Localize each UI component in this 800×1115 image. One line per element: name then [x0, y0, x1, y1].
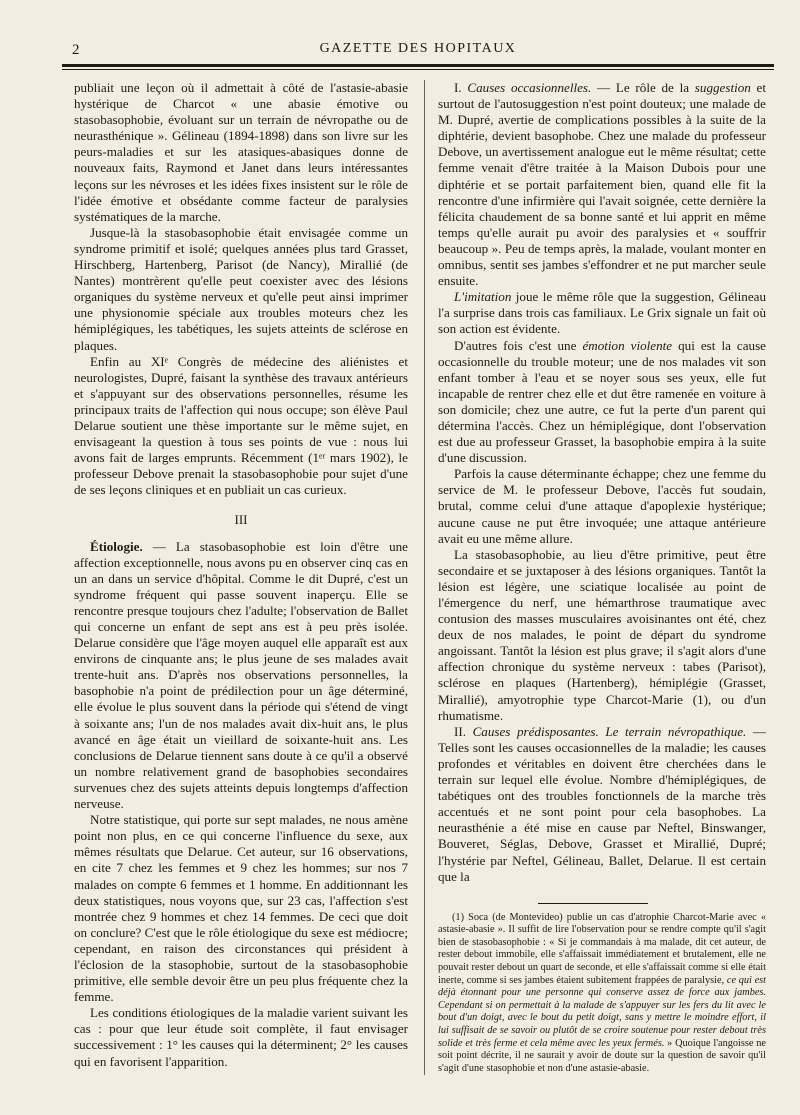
left-column [74, 80, 408, 1070]
paragraph [438, 289, 766, 337]
paragraph-etiologie [74, 539, 408, 813]
subheading: Causes occasionnelles. [467, 80, 592, 95]
paragraph: Notre statistique, qui porte sur sept malades, ne nous amène point non plus, en ce qui concerne l'influence du sexe, aux mêmes résultats que Delarue. Cet auteur, sur 16 observations, en cite 7 chez les femmes et 9 chez les hommes; sur nos 7 malades on compte 6 femmes et 1 homme. En additionnant les deux statistiques, nous voyons que, sur 23 cas, l'affection s'est montrée chez 9 hommes et chez 14 femmes. De ceci que doit on conclure? C'est que le rôle étiologique du sexe est médiocre; cependant, en raison des circonstances qui président à l'éclosion de la stasophobie, surtout de la stasobasophobie primitive, elle semble devoir être un peu plus fréquente chez la femme. [74, 812, 408, 1005]
paragraph: La stasobasophobie, au lieu d'être primitive, peut être secondaire et se juxtaposer à des lésions organiques. Tantôt la lésion est légère, une sciatique localisée au point de l'émergence du nerf, une hémarthrose traumatique avec contusion des masses musculaires avoisinantes ont été, chez deux de nos malades, le point de départ du syndrome angoissant. Tantôt la lésion est plus grave; il s'agit alors d'une affection chronique du système nerveux : tabes (Parisot), sclérose en plaques (Hartenberg), hémiplégie (Grasset, Mirallié), amyotrophie type Charcot-Marie (1), ou d'un rhumatisme. [438, 546, 766, 723]
emphasis: émotion violente [582, 337, 673, 353]
footnote [438, 912, 766, 1076]
journal-title: GAZETTE DES HOPITAUX [319, 41, 517, 56]
footnote-text: (1) Soca (de Montevideo) publie un cas d'atrophie Charcot-Marie avec « astasie-abasie ». Il suffit de lire l'observation pour se rendre compte qu'il s'agit bien de stasobasophobie : « Si je commandais à ma malade, dit cet auteur, de rester debout immobile, elle s'affaissait immédiatement et brutalement, elle ne pouvait rester debout un quart de seconde, et elle s'affaissait comme si elle était inerte, comme si ses jambes étaient subitement frappées de paralysie, [438, 911, 766, 986]
section-heading: Étiologie. [90, 538, 143, 554]
paragraph: Enfin au XIᵉ Congrès de médecine des aliénistes et neurologistes, Dupré, faisant la synthèse des travaux antérieurs et s'appuyant sur des observations personnelles, résume les principaux traits de l'affection qui nous occupe; son élève Paul Delarue soutient une thèse importante sur le même sujet, en envisageant la question à tous ses points de vue : nous lui avons fait de larges emprunts. Récemment (1ᵉʳ mars 1902), le professeur Debove prenait la stasobasophobie pour sujet d'une de ses leçons cliniques et en publiait un cas curieux. [74, 353, 408, 498]
right-column [438, 80, 766, 1075]
emphasis: L'imitation [454, 289, 512, 305]
text: — Telles sont les causes occasionnelles de la maladie; les causes profondes et véritables en doivent être cherchées dans le terrain sur lequel elle évolue. Nombre d'hémiplégiques, de tabétiques ont des troubles fonctionnels de la marche très accentués et ne sont point pour cela basophobes. La neurasthénie a été mise en cause par Neftel, Binswanger, Bouveret, Séglas, Debove, Grasset et Mirallié, Dupré; l'hystérie par Neftel, Gélineau, Ballet, Delarue. Il est certain que la [438, 723, 766, 884]
paragraph-text: — La stasobasophobie est loin d'être une affection exceptionnelle, nous avons pu en observer cinq cas en un an dans un service d'hôpital. Comme le dit Dupré, c'est un syndrome fréquent qui passe souvent inaperçu. Elle se rencontre presque toujours chez l'adulte; l'observation de Ballet qui concerne un enfant de sept ans est à peu près isolée. Delarue considère que l'âge moyen auquel elle apparaît est aux environs de cinquante ans; le plus jeune de ses malades avait trente-huit ans. D'après nos observations personnelles, la basophobie n'a point de prédilection pour un âge déterminé, elle évolue le plus souvent dans la période qui s'étend de vingt à soixante ans; l'un de nos malades avait dix-huit ans, le plus avancé en âge était un vieillard de soixante-huit ans. Les conclusions de Delarue tiennent sans doute à ce qu'il a observé un nombre relativement grand de basophobies secondaires survenues chez des sujets atteints depuis longtemps d'affection nerveuse. [74, 538, 408, 812]
item-label: II. [454, 723, 473, 739]
page-number: 2 [72, 42, 80, 58]
text: et surtout de l'autosuggestion n'est point douteux; une malade de M. Dupré, avertie de complications possibles à la suite de la diphtérie, devient basophobe. Chez une malade du professeur Debove, un avertissement analogue eut le même résultat; cette femme venait d'être traitée à la Maison Dubois pour une diphtérie et se portait parfaitement bien, quand elle fit la rencontre d'une infirmière qui l'avait soignée, cette dernière la félicita chaudement de sa bonne santé et lui apprit en même temps qu'elle aurait pu avoir des paralysies et « souffrir beaucoup ». Peu de temps après, la malade, voulant monter en omnibus, sentit ses jambes s'effondrer et ne put marcher seule ensuite. [438, 80, 766, 289]
footnote-quote: ce qui est déjà étonnant pour une personne qui conserve assez de force aux jambes. Cependant si on permettait à la malade de s'appuyer sur les fers du lit avec le bout d'un doigt, avec le bout du petit doigt, sans y mettre le moindre effort, il lui suffisait de se savoir ou plutôt de se croire soutenue pour rester debout très solide et très ferme et cela même avec les yeux fermés. [438, 974, 767, 1049]
text: qui est la cause occasionnelle du trouble moteur; une de nos malades vit son enfant tomber à l'eau et se noyer sous ses yeux, elle fut incapable de rentrer chez elle et dut être ramenée en voiture à son domicile; chez une autre, ce fut la perte d'un parent qui détermina l'accès. Chez un hémiplégique, dont l'observation est due au professeur Grasset, la basophobie empira à la suite d'une discussion. [438, 337, 766, 466]
footnote-rule [538, 903, 648, 904]
paragraph-causes-occasionnelles [438, 80, 766, 289]
header-rule-thick [62, 64, 774, 67]
column-divider [424, 80, 425, 1075]
subheading: Causes prédisposantes. Le terrain névropathique. [472, 723, 747, 739]
paragraph: publiait une leçon où il admettait à côté de l'astasie-abasie hystérique de Charcot « une abasie émotive ou stasobasophobie, évoluant sur un terrain de névropathe ou de neurasthénique ». Gélineau (1894-1898) dans son livre sur les peurs-maladies et sur les atasiques-abasiques donne de nouveaux faits, Raymond et Janet dans leurs intéressantes leçons sur les névroses et les idées fixes insistent sur le rôle de l'idée émotive et obsédante comme facteur de paralysies systématiques de la marche. [74, 80, 408, 224]
text: D'autres fois c'est une [454, 337, 583, 353]
section-number: III [234, 512, 248, 528]
emphasis: suggestion [694, 80, 751, 95]
paragraph: Parfois la cause déterminante échappe; chez une femme du service de M. le professeur Debove, l'accès fut soudain, brutal, comme celui d'une attaque d'apoplexie hystérique; aucune cause ne put être invoquée; une attaque antérieure avait eu une même allure. [438, 466, 766, 546]
paragraph-causes-predisposantes [438, 724, 766, 885]
paragraph [438, 338, 766, 467]
paragraph: Les conditions étiologiques de la maladie varient suivant les cas : pour que leur étude soit complète, il faut envisager successivement : 1° les causes qui la déterminent; 2° les causes qui en favorisent l'apparition. [74, 1005, 408, 1069]
header-rule-thin [62, 69, 774, 70]
item-label: I. [454, 80, 468, 95]
paragraph: Jusque-là la stasobasophobie était envisagée comme un syndrome primitif et isolé; quelques années plus tard Grasset, Hirschberg, Hartenberg, Parisot (de Nancy), Mirallié (de Nantes) montrèrent qu'elle peut coexister avec des lésions organiques du système nerveux et qu'elle peut ainsi imprimer une physionomie spéciale aux troubles moteurs chez les hémiplégiques, les tabétiques, les sujets atteints de sclérose en plaques. [74, 224, 408, 353]
footnote-text: » Quoique l'angoisse ne soit point décrite, il ne saurait y avoir de doute sur la question de savoir qu'il s'agit d'une stasophobie et non d'une astasie-abasie. [438, 1037, 766, 1074]
text: — Le rôle de la [591, 80, 695, 95]
text: joue le même rôle que la suggestion, Gélineau l'a surprise dans trois cas familiaux. Le Grix signale un fait où son action est évidente. [438, 289, 766, 337]
running-header [62, 36, 774, 58]
